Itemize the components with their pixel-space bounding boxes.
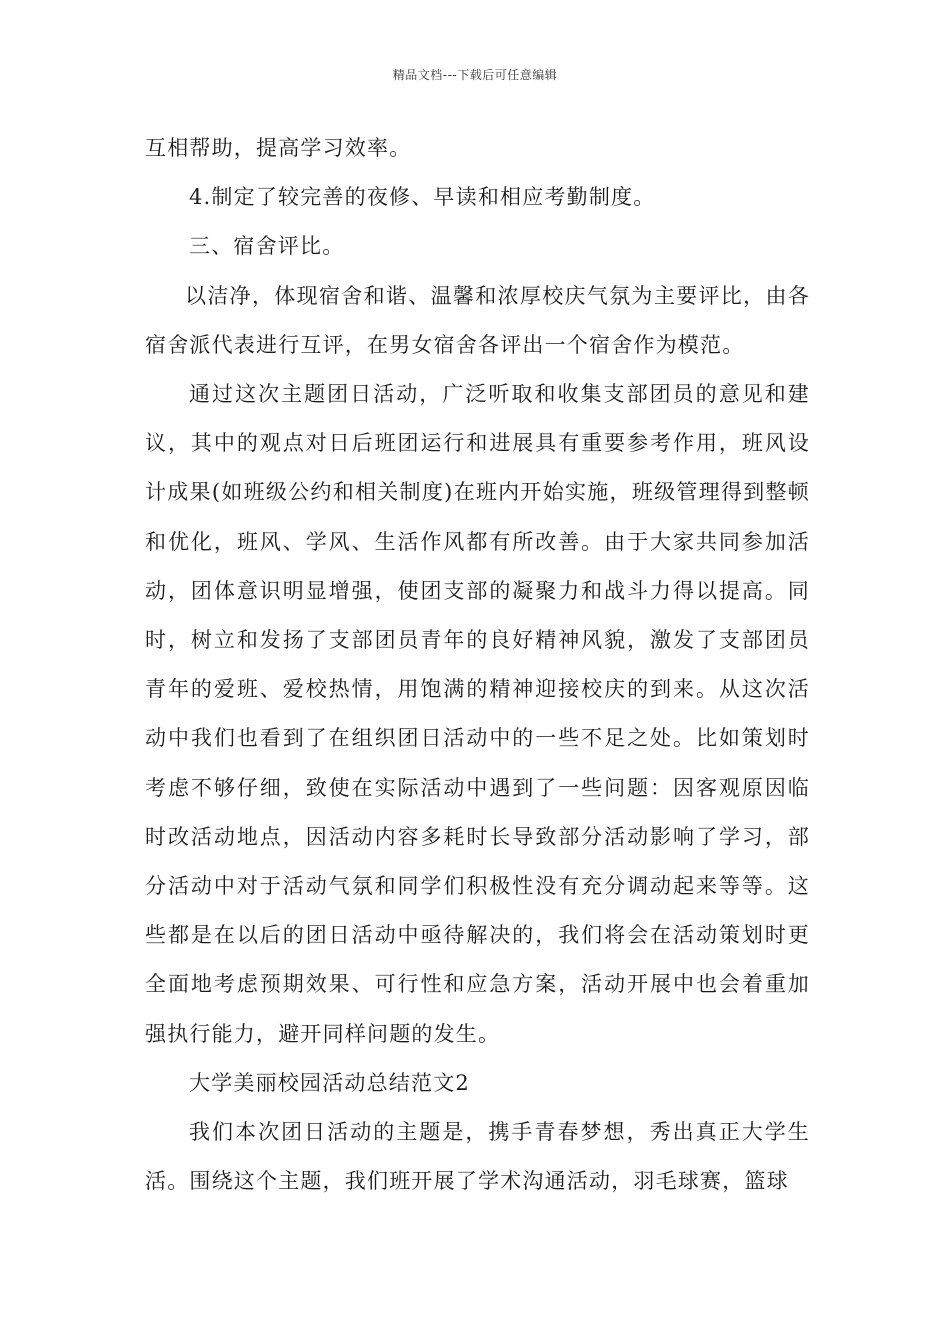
page-header: 精品文档---下载后可任意编辑 xyxy=(392,68,558,82)
paragraph-item-4: 4.制定了较完善的夜修、早读和相应考勤制度。 xyxy=(189,185,656,210)
section-heading-dorm: 三、宿舍评比。 xyxy=(189,234,345,259)
paragraph-dorm-evaluation: 以洁净，体现宿舍和谐、温馨和浓厚校庆气氛为主要评比，由各宿舍派代表进行互评，在男女宿舍各评出一个宿舍作为模范。 xyxy=(145,283,810,357)
section-title-sample-2: 大学美丽校园活动总结范文2 xyxy=(189,1070,470,1095)
paragraph-continuation: 互相帮助，提高学习效率。 xyxy=(145,136,412,160)
paragraph-summary: 通过这次主题团日活动，广泛听取和收集支部团员的意见和建议，其中的观点对日后班团运行和进展具有重要参考作用，班风设计成果(如班级公约和相关制度)在班内开始实施，班级管理得到整顿和优化，班风、学风、生活作风都有所改善。由于大家共同参加活动，团体意识明显增强，使团支部的凝聚力和战斗力得以提高。同时，树立和发扬了支部团员青年的良好精神风貌，激发了支部团员青年的爱班、爱校热情，用饱满的精神迎接校庆的到来。从这次活动中我们也看到了在组织团日活动中的一些不足之处。比如策划时考虑不够仔细，致使在实际活动中遇到了一些问题：因客观原因临时改活动地点，因活动内容多耗时长导致部分活动影响了学习，部分活动中对于活动气氛和同学们积极性没有充分调动起来等等。这些都是在以后的团日活动中亟待解决的，我们将会在活动策划时更全面地考虑预期效果、可行性和应急方案，活动开展中也会着重加强执行能力，避开同样问题的发生。 xyxy=(145,382,810,1046)
paragraph-theme: 我们本次团日活动的主题是，携手青春梦想，秀出真正大学生活。围绕这个主题，我们班开展了学术沟通活动，羽毛球赛，篮球 xyxy=(145,1120,810,1194)
document-body xyxy=(145,124,810,1206)
